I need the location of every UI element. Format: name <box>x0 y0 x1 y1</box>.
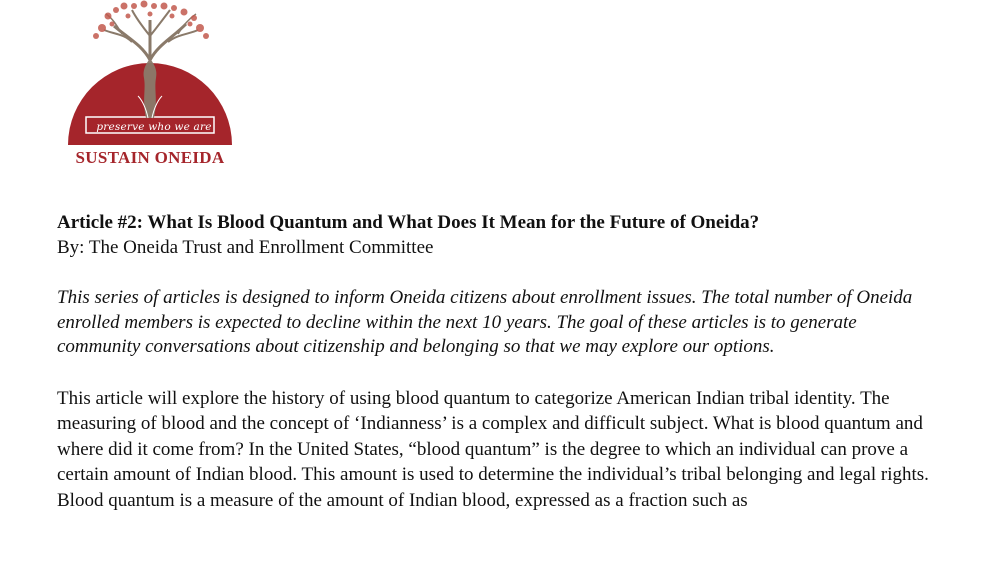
logo-wordmark: SUSTAIN ONEIDA <box>75 148 225 167</box>
article-intro: This series of articles is designed to inform Oneida citizens about enrollment issues. The total number of Oneida enrolled members is expected to decline within the next 10 years. The goal of these articles is to generate community conversations about citizenship and belonging so that we may explore our options. <box>57 287 913 357</box>
article <box>57 210 957 513</box>
article-title: Article #2: What Is Blood Quantum and What Does It Mean for the Future of Oneida? <box>57 212 760 233</box>
article-byline: By: The Oneida Trust and Enrollment Committee <box>57 237 434 258</box>
article-body: This article will explore the history of using blood quantum to categorize American Indian tribal identity. The measuring of blood and the concept of ‘Indianness’ is a complex and difficult subject. What is blood quantum and where did it come from? In the United States, “blood quantum” is the degree to which an individual can prove a certain amount of Indian blood. This amount is used to determine the individual’s tribal belonging and legal rights. Blood quantum is a measure of the amount of Indian blood, expressed as a fraction such as <box>57 387 929 511</box>
logo-tagline: preserve who we are <box>96 121 212 133</box>
sustain-oneida-logo <box>62 0 238 175</box>
